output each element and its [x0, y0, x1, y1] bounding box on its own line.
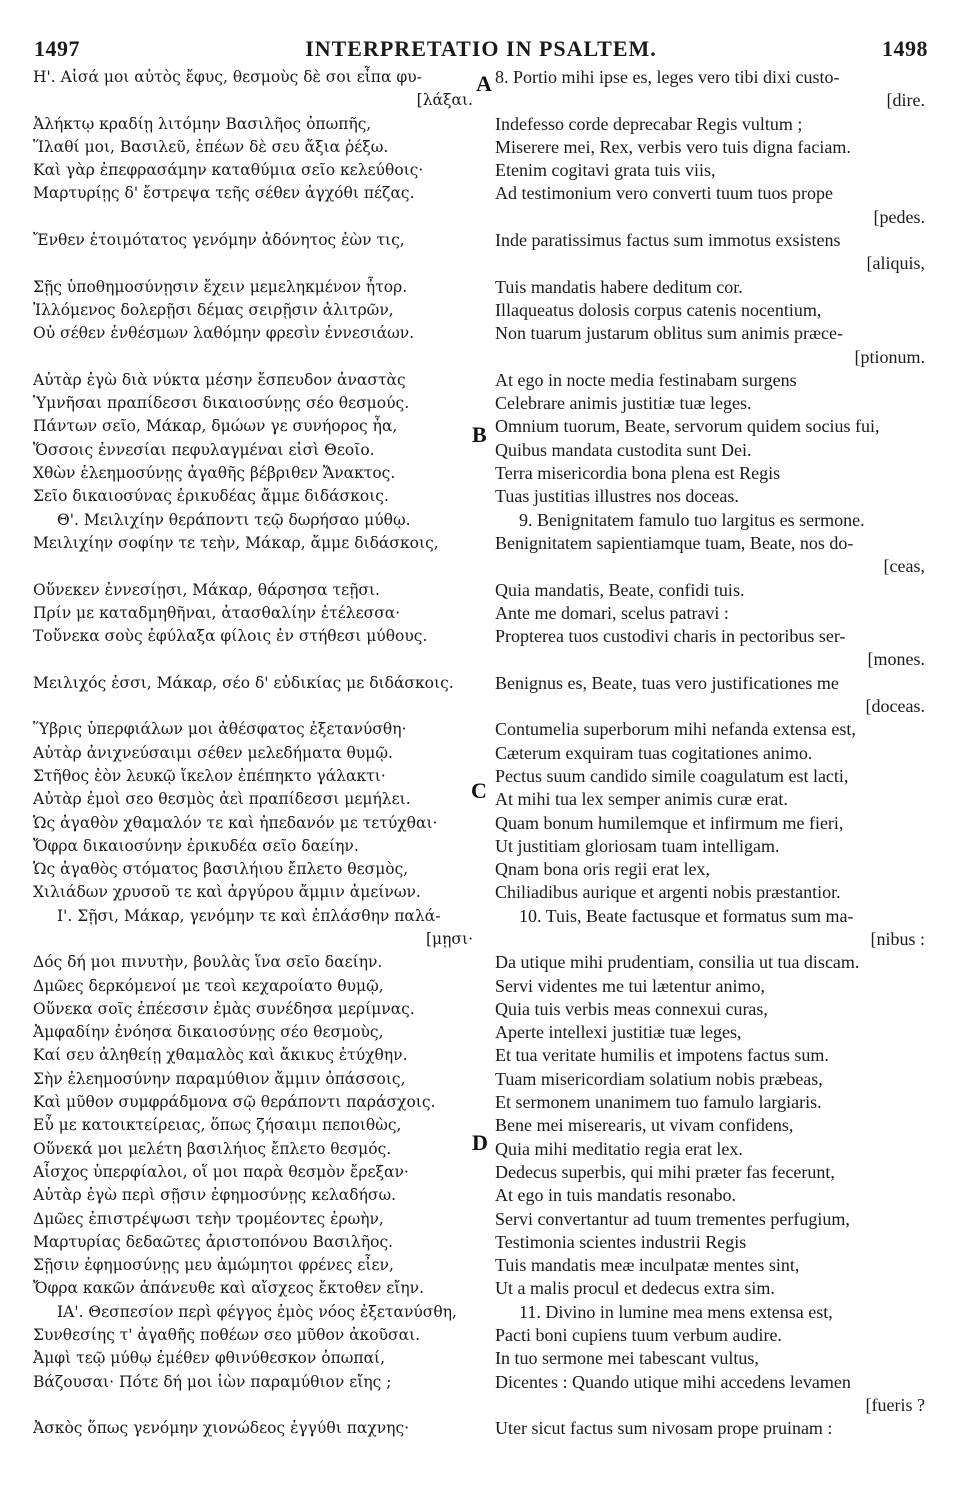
- greek-line: Ἰλλόμενος δολερῇσι δέμας σειρῇσιν ἀλιτρῶν,: [33, 300, 394, 319]
- latin-line: 9. Benignitatem famulo tuo largitus es sermone.: [519, 509, 865, 530]
- latin-line: Servi convertantur ad tuum trementes perfugium,: [495, 1208, 850, 1229]
- latin-line: Contumelia superborum mihi nefanda extensa est,: [495, 719, 856, 740]
- latin-line: Ad testimonium vero converti tuum tuos prope: [495, 183, 833, 204]
- latin-line: Ut a malis procul et dedecus extra sim.: [495, 1278, 775, 1299]
- greek-line: [λάξαι.: [416, 91, 473, 110]
- latin-line: Inde paratissimus factus sum immotus exsistens: [495, 230, 841, 251]
- latin-line: 8. Portio mihi ipse es, leges vero tibi dixi custo-: [495, 67, 840, 87]
- latin-line: Miserere mei, Rex, verbis vero tuis digna faciam.: [495, 136, 851, 157]
- latin-line: 11. Divino in lumine mea mens extensa est,: [519, 1301, 833, 1322]
- greek-line: ΙΑ'. Θεσπεσίον περὶ φέγγος ἐμὸς νόος ἐξετανύσθη,: [57, 1302, 457, 1321]
- greek-line: Οὐ σέθεν ἐνθέσμων λαθόμην φρεσὶν ἐννεσιάων.: [33, 324, 415, 343]
- greek-line: Αἶσχος ὑπερφίαλοι, οἵ μοι παρὰ θεσμὸν ἔρεξαν·: [33, 1162, 409, 1181]
- latin-line: Cæterum exquiram tuas cogitationes animo.: [495, 742, 813, 763]
- greek-spacer: [33, 252, 473, 275]
- latin-line: Servi videntes me tui lætentur animo,: [495, 975, 765, 996]
- latin-line: Da utique mihi prudentiam, consilia ut tua discam.: [495, 952, 860, 973]
- latin-line: Quia tuis verbis meas connexui curas,: [495, 998, 768, 1019]
- greek-line: Θ'. Μειλιχίην θεράποντι τεῷ δωρήσαο μύθῳ.: [57, 510, 411, 529]
- latin-line: [doceas.: [865, 696, 925, 717]
- latin-line: 10. Tuis, Beate factusque et formatus sum ma-: [519, 905, 854, 926]
- latin-line: In tuo sermone mei tabescant vultus,: [495, 1348, 759, 1369]
- greek-line: Συνθεσίης τ' ἀγαθῆς ποθέων σεο μῦθον ἀκοῦσαι.: [33, 1326, 421, 1345]
- greek-line: Ἔνθεν ἑτοιμότατος γενόμην ἀδόνητος ἐὼν τις,: [33, 231, 405, 250]
- latin-line: [ptionum.: [854, 346, 925, 367]
- section-marker-a: A: [476, 71, 492, 96]
- latin-line: At ego in nocte media festinabam surgens: [495, 369, 797, 390]
- greek-line: Οὕνεκα σοῖς ἐπέεσσιν ἐμὰς συνέδησα μερίμνας.: [33, 999, 415, 1018]
- latin-text-column: [495, 66, 925, 1441]
- greek-line: Ἀμφὶ τεῷ μύθῳ ἐμέθεν φθινύθεσκον ὀπωπαί,: [33, 1349, 386, 1368]
- greek-line: Οὕνεκεν ἐννεσίῃσι, Μάκαρ, θάρσησα τεῇσι.: [33, 580, 380, 599]
- latin-line: Propterea tuos custodivi charis in pectoribus ser-: [495, 626, 846, 647]
- greek-line: Αὐτὰρ ἐγὼ διὰ νύκτα μέσην ἔσπευδον ἀναστὰς: [33, 370, 406, 389]
- greek-spacer: [33, 346, 473, 369]
- latin-line: Pacti boni cupiens tuum verbum audire.: [495, 1325, 782, 1346]
- latin-line: Tuis mandatis habere deditum cor.: [495, 276, 743, 297]
- latin-line: Illaqueatus dolosis corpus catenis nocentium,: [495, 299, 822, 320]
- latin-line: Celebrare animis justitiæ tuæ leges.: [495, 393, 752, 414]
- greek-line: Αὐτὰρ ἐγὼ περὶ σῇσιν ἐφημοσύνῃς κελαδήσω.: [33, 1186, 397, 1205]
- greek-line: Βάζουσαι· Πότε δή μοι ἰὼν παραμύθιον εἴης ;: [33, 1372, 392, 1391]
- latin-line: [ceas,: [883, 556, 925, 577]
- latin-line: Non tuarum justarum oblitus sum animis præce-: [495, 323, 843, 344]
- greek-line: [μῃσι·: [426, 929, 473, 948]
- greek-spacer: [33, 555, 473, 578]
- greek-spacer: [33, 206, 473, 229]
- greek-line: Καὶ μῦθον συμφράδμονα σῷ θεράποντι παράσχοις.: [33, 1093, 436, 1112]
- greek-line: Ἀλήκτῳ κραδίῃ λιτόμην Βασιλῆος ὀπωπῆς,: [33, 114, 372, 133]
- latin-line: At ego in tuis mandatis resonabo.: [495, 1185, 736, 1206]
- latin-line: Chiliadibus aurique et argenti nobis præstantior.: [495, 882, 841, 903]
- latin-line: Aperte intellexi justitiæ tuæ leges,: [495, 1022, 742, 1043]
- greek-line: Μειλιχίην σοφίην τε τεὴν, Μάκαρ, ἄμμε διδάσκοις,: [33, 533, 439, 552]
- latin-line: [aliquis,: [866, 253, 925, 274]
- greek-line: Ὅσσοις ἐννεσίαι πεφυλαγμέναι εἰσὶ Θεοῖο.: [33, 440, 375, 459]
- greek-line: Καὶ γὰρ ἐπεφρασάμην καταθύμια σεῖο κελεύθοις·: [33, 161, 424, 180]
- greek-line: Στῆθος ἑὸν λευκῷ ἴκελον ἐπέπηκτο γάλακτι·: [33, 766, 386, 785]
- latin-line: Indefesso corde deprecabar Regis vultum ;: [495, 113, 803, 134]
- greek-line: Σῇσιν ἐφημοσύνῃς μευ ἀμώμητοι φρένες εἶεν,: [33, 1256, 394, 1275]
- latin-line: Pectus suum candido simile coagulatum est lacti,: [495, 765, 849, 786]
- greek-line: Μειλιχός ἐσσι, Μάκαρ, σέο δ' εὐδικίας με διδάσκοις.: [33, 673, 454, 692]
- greek-line: Ὡς ἀγαθὸς στόματος βασιλήιου ἔπλετο θεσμὸς,: [33, 860, 409, 879]
- latin-line: Omnium tuorum, Beate, servorum quidem socius fui,: [495, 416, 880, 437]
- latin-line: Qnam bona oris regii erat lex,: [495, 859, 710, 880]
- page-title: INTERPRETATIO IN PSALTEM.: [305, 36, 657, 61]
- greek-line: Η'. Αἰσά μοι αὐτὸς ἔφυς, θεσμοὺς δὲ σοι εἶπα φυ-: [33, 68, 422, 86]
- greek-line: Ἀσκὸς ὅπως γενόμην χιονώδεος ἐγγύθι παχνης·: [33, 1419, 410, 1438]
- greek-line: Ὕβρις ὑπερφιάλων μοι ἀθέσφατος ἐξετανύσθη·: [33, 720, 407, 739]
- latin-line: [pedes.: [873, 206, 925, 227]
- greek-line: Δμῶες ἐπιστρέψωσι τεὴν τρομέοντες ἐρωὴν,: [33, 1209, 384, 1228]
- latin-line: At mihi tua lex semper animis curæ erat.: [495, 789, 788, 810]
- greek-line: Ὄφρα κακῶν ἀπάνευθε καὶ αἴσχεος ἔκτοθεν εἴην.: [33, 1279, 425, 1298]
- greek-text-column: [33, 66, 473, 1441]
- latin-line: Quia mandatis, Beate, confidi tuis.: [495, 579, 745, 600]
- greek-line: Πρίν με καταδμηθῆναι, ἀτασθαλίην ἐτέλεσσα·: [33, 603, 401, 622]
- latin-line: Benignus es, Beate, tuas vero justificationes me: [495, 672, 839, 693]
- latin-line: Quia mihi meditatio regia erat lex.: [495, 1138, 743, 1159]
- greek-line: Ὄφρα δικαιοσύνην ἐρικυδέα σεῖο δαείην.: [33, 836, 359, 855]
- greek-line: Ι'. Σῇσι, Μάκαρ, γενόμην τε καὶ ἐπλάσθην παλά-: [57, 906, 441, 925]
- latin-line: Etenim cogitavi grata tuis viis,: [495, 160, 716, 181]
- greek-line: Σεῖο δικαιοσύνας ἐρικυδέας ἄμμε διδάσκοις.: [33, 487, 389, 506]
- page-number-right: 1498: [882, 36, 928, 61]
- greek-spacer: [33, 695, 473, 718]
- greek-line: Μαρτυρίας δεδαῶτες ἀριστοπόνου Βασιλῆος.: [33, 1232, 394, 1251]
- latin-line: Testimonia scientes industrii Regis: [495, 1231, 747, 1252]
- greek-line: Χιλιάδων χρυσοῦ τε καὶ ἀργύρου ἄμμιν ἀμείνων.: [33, 883, 421, 902]
- running-header: [34, 36, 928, 66]
- greek-line: Αὐτὰρ ἀνιχνεύσαιμι σέθεν μελεδήματα θυμῷ.: [33, 743, 393, 762]
- greek-line: Ὑμνῆσαι πραπίδεσσι δικαιοσύνῃς σέο θεσμούς.: [33, 394, 410, 413]
- greek-line: Δμῶες δερκόμενοί με τεοὶ κεχαροίατο θυμῷ,: [33, 976, 384, 995]
- latin-line: [nibus :: [870, 928, 925, 949]
- latin-line: Quibus mandata custodita sunt Dei.: [495, 439, 752, 460]
- latin-line: Uter sicut factus sum nivosam prope pruinam :: [495, 1418, 833, 1439]
- latin-line: Dedecus superbis, qui mihi præter fas fecerunt,: [495, 1161, 835, 1182]
- latin-line: Bene mei miserearis, ut vivam confidens,: [495, 1115, 794, 1136]
- latin-line: Ante me domari, scelus patravi :: [495, 602, 729, 623]
- greek-line: Ὡς ἀγαθὸν χθαμαλόν τε καὶ ἠπεδανόν με τετύχθαι·: [33, 813, 438, 832]
- greek-line: Εὖ με κατοικτείρειας, ὅπως ζήσαιμι πεποιθὼς,: [33, 1116, 402, 1135]
- latin-line: Tuis mandatis meæ inculpatæ mentes sint,: [495, 1255, 800, 1276]
- greek-line: Καί σευ ἀληθείῃ χθαμαλὸς καὶ ἄκικυς ἐτύχθην.: [33, 1046, 408, 1065]
- section-marker-d: D: [472, 1130, 488, 1155]
- greek-line: Σὴν ἐλεημοσύνην παραμύθιον ἄμμιν ὀπάσσοις,: [33, 1069, 406, 1088]
- greek-spacer: [33, 648, 473, 671]
- greek-line: Οὕνεκά μοι μελέτη βασιλήιος ἔπλετο θεσμός.: [33, 1139, 392, 1158]
- greek-line: Πάντων σεῖο, Μάκαρ, δμώων γε συνήορος ἦα,: [33, 417, 398, 436]
- latin-line: Quam bonum humilemque et infirmum me fieri,: [495, 812, 844, 833]
- latin-line: [fueris ?: [865, 1394, 925, 1415]
- latin-line: Et sermonem unanimem tuo famulo largiaris.: [495, 1092, 822, 1113]
- greek-line: Αὐτὰρ ἐμοὶ σεο θεσμὸς ἀεὶ πραπίδεσσι μεμήλει.: [33, 790, 411, 809]
- latin-line: [dire.: [886, 90, 925, 111]
- page-number-left: 1497: [34, 36, 80, 61]
- greek-line: Δός δή μοι πινυτὴν, βουλὰς ἵνα σεῖο δαείην.: [33, 953, 383, 972]
- greek-line: Σῇς ὑποθημοσύνῃσιν ἔχειν μεμεληκμένον ἦτορ.: [33, 277, 408, 296]
- section-marker-b: B: [472, 422, 487, 447]
- latin-line: Tuas justitias illustres nos doceas.: [495, 486, 739, 507]
- latin-line: Benignitatem sapientiamque tuam, Beate, nos do-: [495, 532, 854, 553]
- greek-line: Μαρτυρίῃς δ' ἔστρεψα τεῆς σέθεν ἀγχόθι πέζας.: [33, 184, 415, 203]
- latin-line: Ut justitiam gloriosam tuam intelligam.: [495, 835, 780, 856]
- greek-spacer: [33, 1394, 473, 1417]
- latin-line: Dicentes : Quando utique mihi accedens levamen: [495, 1371, 851, 1392]
- greek-line: Ἵλαθί μοι, Βασιλεῦ, ἐπέων δὲ σευ ἄξια ῥέξω.: [33, 137, 389, 156]
- greek-line: Τοὔνεκα σοὺς ἐφύλαξα φίλοις ἐν στήθεσι μύθους.: [33, 627, 428, 646]
- latin-line: Et tua veritate humilis et impotens factus sum.: [495, 1045, 829, 1066]
- section-marker-c: C: [471, 778, 487, 803]
- latin-line: [mones.: [867, 649, 925, 670]
- greek-line: Ἀμφαδίην ἐνόησα δικαιοσύνῃς σέο θεσμοὺς,: [33, 1023, 384, 1042]
- latin-line: Terra misericordia bona plena est Regis: [495, 463, 781, 484]
- greek-line: Χθὼν ἐλεημοσύνῃς ἀγαθῆς βέβριθεν Ἄνακτος.: [33, 464, 396, 483]
- latin-line: Tuam misericordiam solatium nobis præbeas,: [495, 1068, 823, 1089]
